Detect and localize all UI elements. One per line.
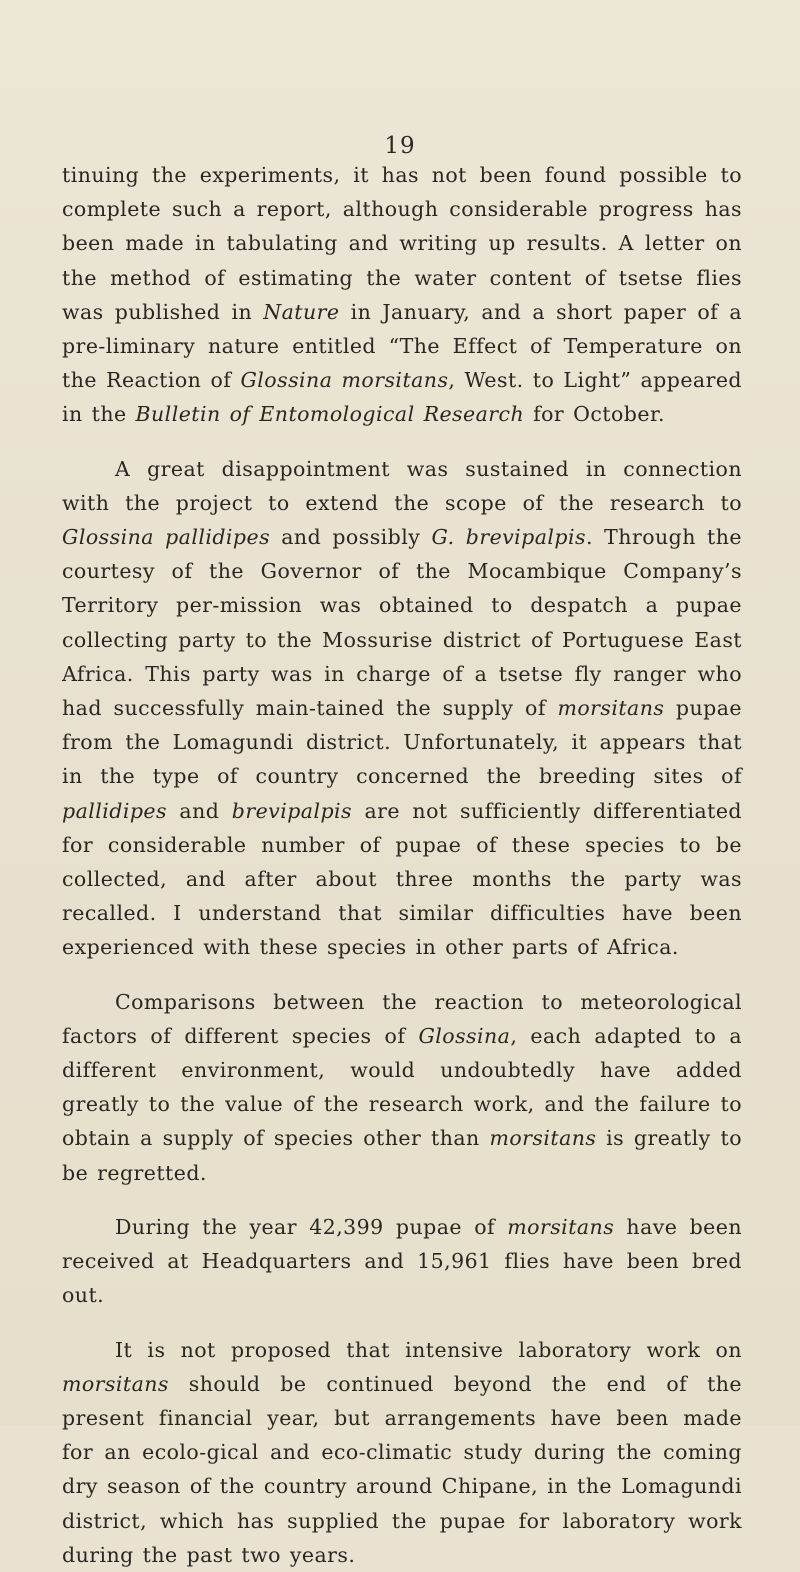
text-run: and possibly <box>270 525 432 550</box>
italic-text-run: Bulletin of Entomological Research <box>135 402 525 427</box>
paragraph <box>62 452 742 965</box>
italic-text-run: Nature <box>263 299 340 324</box>
paragraph <box>62 1333 742 1572</box>
text-run: and <box>166 798 232 823</box>
paragraph <box>62 985 742 1190</box>
text-run: are not sufficiently differentiated for considerable number of pupae of these species to be collected, and after about three months the party was recalled. I understand that similar difficulties have been experienced with these species in other parts of Africa. <box>62 798 742 960</box>
text-run: , each adapted to a different environment, would undoubtedly have added greatly to the value of the research work, and the failure to obtain a supply of species other than <box>62 1023 742 1151</box>
text-run: . Through the courtesy of the Governor of the Mocambique Company’s Territory per-mission was obtained to despatch a pupae collecting party to the Mossurise district of Portuguese East Africa. This party was in charge of a tsetse fly ranger who had successfully main-tained the supply of <box>62 525 742 721</box>
text-run: should be continued beyond the end of the present financial year, but arrangements have been made for an ecolo-gical and eco-climatic study during the coming dry season of the country around Chipane, in the Lomagundi district, which has supplied the pupae for laboratory work during the past two years. <box>62 1371 742 1567</box>
page-number: 19 <box>384 133 416 159</box>
italic-text-run: Glossina pallidipes <box>62 525 271 550</box>
text-run: , West. to Light” appeared in the <box>62 368 742 427</box>
italic-text-run: Glossina <box>418 1023 511 1048</box>
italic-text-run: morsitans <box>62 1371 169 1396</box>
italic-text-run: morsitans <box>507 1214 615 1239</box>
body-text <box>62 158 742 1572</box>
italic-text-run: pallidipes <box>62 798 167 823</box>
paragraph <box>62 1210 742 1313</box>
italic-text-run: morsitans <box>489 1126 597 1151</box>
text-run: During the year 42,399 pupae of <box>115 1214 508 1239</box>
text-run: pupae from the Lomagundi district. Unfortunately, it appears that in the type of country concerned the breeding sites of <box>62 696 742 789</box>
paragraph <box>62 158 742 432</box>
text-run: Comparisons between the reaction to meteorological factors of different species of <box>62 989 742 1048</box>
italic-text-run: morsitans <box>557 696 665 721</box>
text-run: for October. <box>524 402 665 427</box>
text-run: tinuing the experiments, it has not been found possible to complete such a report, although considerable progress has been made in tabulating and writing up results. A letter on the method of estimating the water content of tsetse flies was published in <box>62 163 742 324</box>
text-run: A great disappointment was sustained in connection with the project to extend the scope of the research to <box>62 456 742 515</box>
text-run: is greatly to be regretted. <box>62 1126 742 1185</box>
text-run: It is not proposed that intensive laboratory work on <box>115 1337 742 1362</box>
italic-text-run: G. brevipalpis <box>431 525 586 550</box>
text-run: in January, and a short paper of a pre-liminary nature entitled “The Effect of Temperature on the Reaction of <box>62 299 742 393</box>
italic-text-run: brevipalpis <box>231 798 353 823</box>
text-run: have been received at Headquarters and 15,961 flies have been bred out. <box>62 1214 742 1308</box>
italic-text-run: Glossina morsitans <box>240 368 449 393</box>
